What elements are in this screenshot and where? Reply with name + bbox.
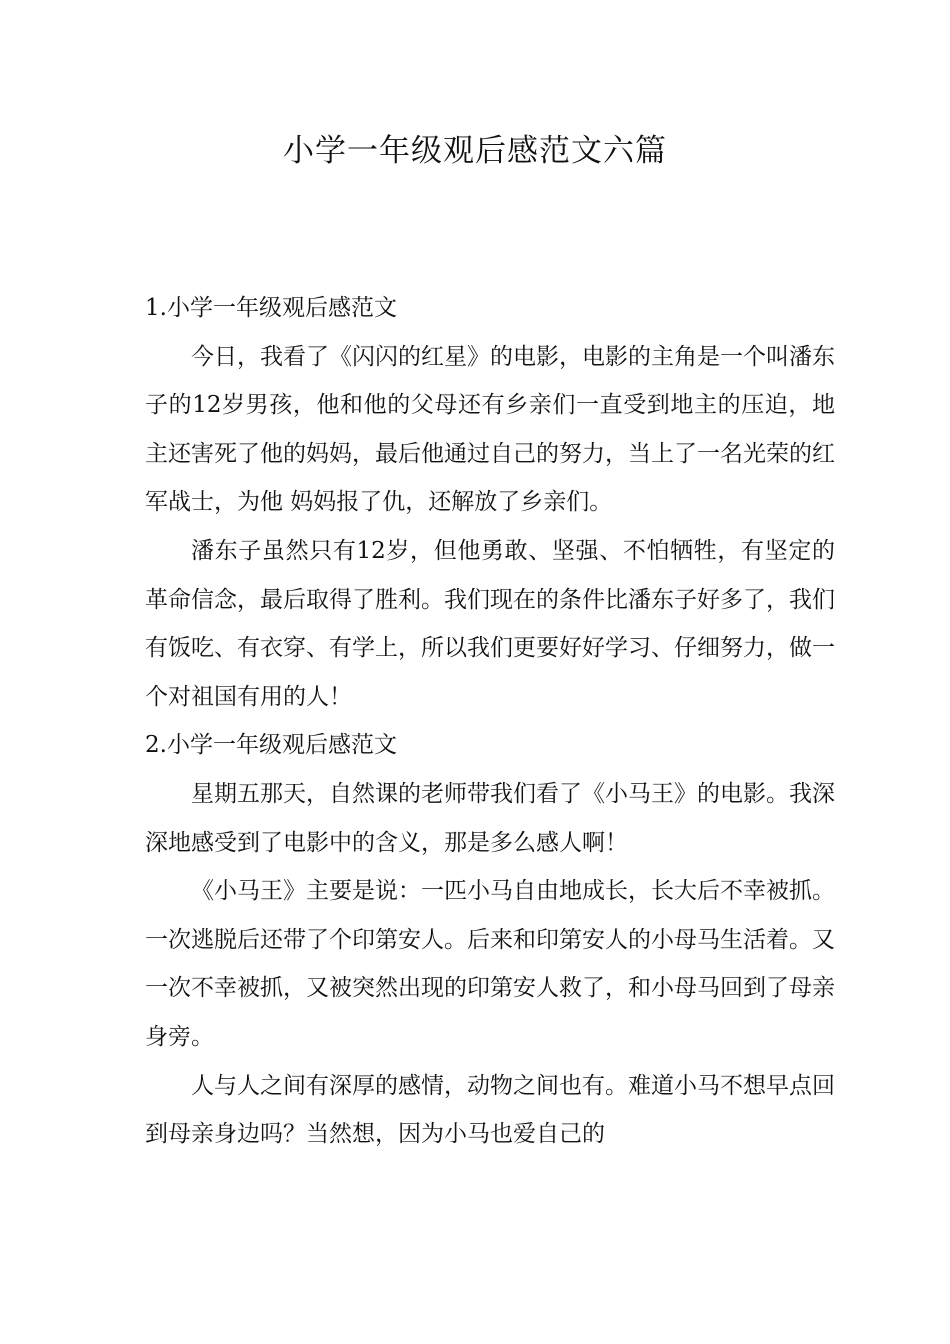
paragraph: 星期五那天，自然课的老师带我们看了《小马王》的电影。我深深地感受到了电影中的含义，那是多么感人啊！	[145, 780, 835, 856]
paragraph: 人与人之间有深厚的感情，动物之间也有。难道小马不想早点回到母亲身边吗？当然想，因为小马也爱自己的	[145, 1072, 835, 1148]
paragraph: 《小马王》主要是说：一匹小马自由地成长，长大后不幸被抓。一次逃脱后还带了个印第安人。后来和印第安人的小母马生活着。又一次不幸被抓，又被突然出现的印第安人救了，和小母马回到了母亲身旁。	[145, 878, 835, 1050]
section-1	[145, 284, 835, 721]
section-heading: 1.小学一年级观后感范文	[145, 295, 397, 321]
section-heading: 2.小学一年级观后感范文	[145, 732, 397, 759]
document-title: 小学一年级观后感范文六篇	[283, 133, 667, 169]
paragraph: 今日，我看了《闪闪的红星》的电影，电影的主角是一个叫潘东子的12岁男孩，他和他的父母还有乡亲们一直受到地主的压迫，地主还害死了他的妈妈，最后他通过自己的努力，当上了一名光荣的红军战士，为他 妈妈报了仇，还解放了乡亲们。	[145, 343, 835, 516]
paragraph: 潘东子虽然只有12岁，但他勇敢、坚强、不怕牺牲，有坚定的革命信念，最后取得了胜利。我们现在的条件比潘东子好多了，我们有饭吃、有衣穿、有学上，所以我们更要好好学习、仔细努力，做一个对祖国有用的人！	[145, 537, 835, 710]
document-body	[145, 284, 835, 1159]
section-2	[145, 721, 835, 1158]
